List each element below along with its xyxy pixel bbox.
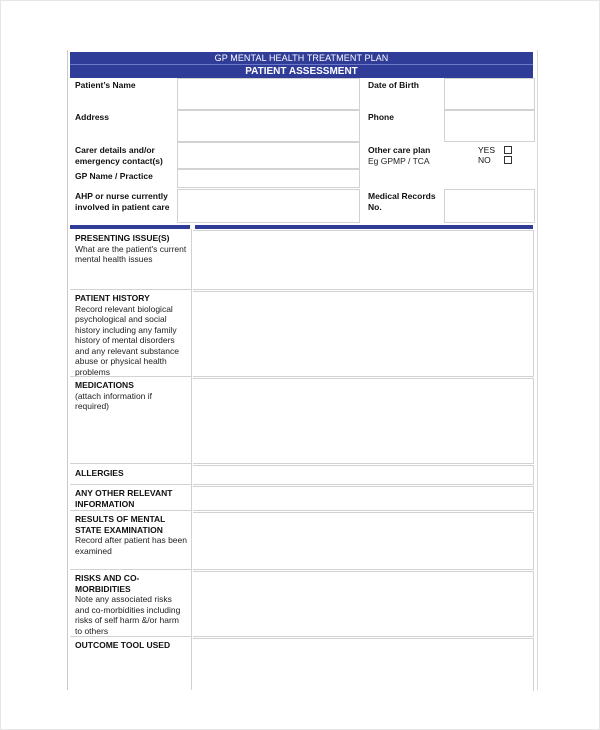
allergies-field[interactable] <box>193 465 534 485</box>
no-label: NO <box>478 155 491 165</box>
other-info-field[interactable] <box>193 486 534 511</box>
risks-desc: Note any associated risks and co-morbidities including risks of self harm &/or harm to others <box>75 594 181 636</box>
address-field[interactable] <box>177 110 360 142</box>
no-checkbox[interactable] <box>504 156 512 164</box>
address-label: Address <box>75 112 110 122</box>
patient-history-field[interactable] <box>193 291 534 377</box>
other-info-label: ANY OTHER RELEVANT INFORMATION <box>75 488 173 509</box>
ahp-label: AHP or nurse currently involved in patient care <box>75 191 170 212</box>
patient-history-desc: Record relevant biological psychological and social history including any family history of mental disorders and any relevant substance abuse or physical health problems <box>75 303 179 377</box>
section-divider-left <box>70 225 190 229</box>
carer-label: Carer details and/or emergency contact(s) <box>75 145 163 166</box>
medical-records-label: Medical Records No. <box>368 191 436 212</box>
row-divider <box>70 510 191 511</box>
yes-label: YES <box>478 145 496 155</box>
carer-field[interactable] <box>177 142 360 169</box>
patient-name-field[interactable] <box>177 78 360 110</box>
mse-field[interactable] <box>193 512 534 570</box>
medications-field[interactable] <box>193 378 534 464</box>
outcome-tool-label: OUTCOME TOOL USED <box>75 640 171 650</box>
medical-records-field[interactable] <box>444 189 535 223</box>
presenting-issues-field[interactable] <box>193 230 534 290</box>
ahp-field[interactable] <box>177 189 360 223</box>
patient-name-label: Patient’s Name <box>75 80 136 90</box>
yes-checkbox[interactable] <box>504 146 512 154</box>
medications-desc: (attach information if required) <box>75 390 153 411</box>
other-care-plan-title: Other care plan <box>368 145 431 155</box>
other-care-plan-example: Eg GPMP / TCA <box>368 155 430 166</box>
gp-name-label: GP Name / Practice <box>75 171 153 181</box>
dob-field[interactable] <box>444 78 535 110</box>
gp-name-field[interactable] <box>177 169 360 188</box>
dob-label: Date of Birth <box>368 80 419 90</box>
mse-title: RESULTS OF MENTAL STATE EXAMINATION <box>75 514 166 535</box>
presenting-issues-desc: What are the patient's current mental health issues <box>75 243 187 264</box>
other-care-plan-label <box>368 145 468 166</box>
column-divider <box>191 229 192 690</box>
presenting-issues-label <box>75 233 187 265</box>
allergies-label: ALLERGIES <box>75 468 124 478</box>
section-divider-right <box>195 225 533 229</box>
row-divider <box>70 569 191 570</box>
risks-title: RISKS AND CO-MORBIDITIES <box>75 573 140 594</box>
row-divider <box>70 484 191 485</box>
risks-label <box>75 573 187 636</box>
medications-label <box>75 380 187 412</box>
mse-desc: Record after patient has been examined <box>75 535 187 556</box>
mse-label <box>75 514 187 556</box>
phone-label: Phone <box>368 112 394 122</box>
row-divider <box>70 636 191 637</box>
risks-field[interactable] <box>193 571 534 637</box>
outcome-results-field[interactable] <box>193 638 534 691</box>
phone-field[interactable] <box>444 110 535 142</box>
patient-history-label <box>75 293 187 377</box>
row-divider <box>70 376 191 377</box>
form-subtitle: PATIENT ASSESSMENT <box>70 64 533 78</box>
patient-history-title: PATIENT HISTORY <box>75 293 150 303</box>
row-divider <box>70 289 191 290</box>
medications-title: MEDICATIONS <box>75 380 134 390</box>
form-title: GP MENTAL HEALTH TREATMENT PLAN <box>70 52 533 64</box>
presenting-issues-title: PRESENTING ISSUE(S) <box>75 233 170 243</box>
row-divider <box>70 463 191 464</box>
